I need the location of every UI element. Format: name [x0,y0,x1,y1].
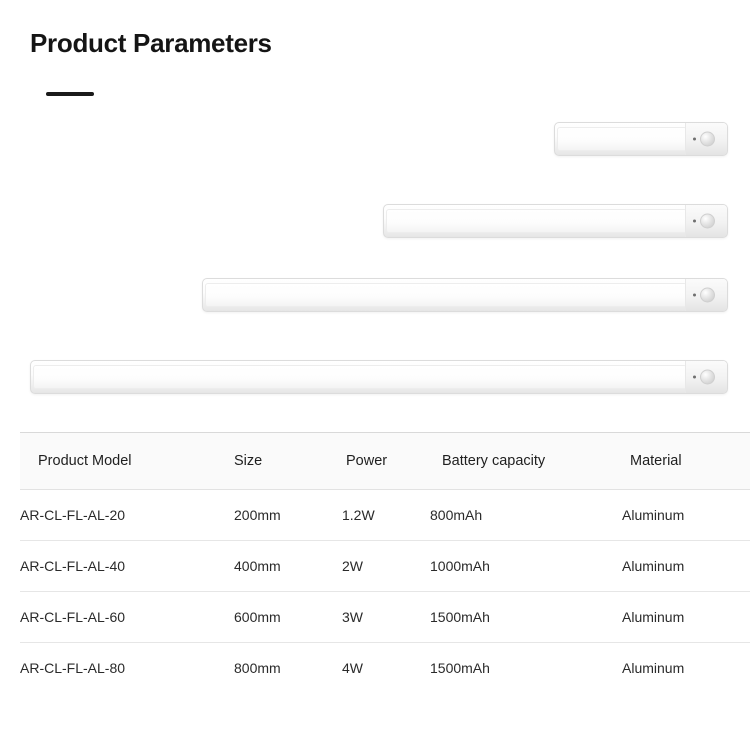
title-underline-divider [46,92,94,96]
column-header-size: Size [234,433,342,490]
light-diffuser [33,365,687,389]
column-header-material: Material [622,433,750,490]
cell-material: Aluminum [622,592,750,643]
indicator-dot-icon [693,138,696,141]
cell-product-model: AR-CL-FL-AL-80 [20,660,126,676]
cell-battery: 1500mAh [430,660,490,676]
sensor-dot-icon [700,132,715,147]
cell-size: 600mm [234,592,342,643]
column-header-product-model: Product Model [20,433,234,490]
sensor-dot-icon [700,370,715,385]
cell-battery: 1000mAh [430,541,622,592]
table-row [20,643,750,694]
specifications-table [20,432,750,693]
sensor-dot-icon [700,288,715,303]
product-bar-800mm [30,360,728,394]
cell-size: 800mm [234,660,281,676]
table-row [20,592,750,643]
column-header-battery-capacity: Battery capacity [430,433,622,490]
cell-product-model: AR-CL-FL-AL-40 [20,541,234,592]
page-title: Product Parameters [30,28,272,58]
product-illustration [0,112,750,412]
cell-product-model: AR-CL-FL-AL-20 [20,490,234,541]
product-bar-400mm [383,204,728,238]
cell-size: 400mm [234,541,342,592]
table-header [20,433,750,490]
table-body [20,490,750,694]
column-header-power: Power [342,433,430,490]
product-bar-600mm [202,278,728,312]
indicator-dot-icon [693,294,696,297]
indicator-dot-icon [693,220,696,223]
cell-power: 2W [342,541,430,592]
cell-material: Aluminum [622,660,685,676]
cell-material: Aluminum [622,490,750,541]
product-bar-200mm [554,122,728,156]
light-diffuser [557,127,687,151]
cell-material: Aluminum [622,541,750,592]
light-diffuser [205,283,687,307]
cell-power: 1.2W [342,490,430,541]
table-row [20,541,750,592]
sensor-dot-icon [700,214,715,229]
specifications-table-wrapper [20,432,730,693]
cell-power: 3W [342,592,430,643]
indicator-dot-icon [693,376,696,379]
light-diffuser [386,209,687,233]
cell-battery: 800mAh [430,490,622,541]
cell-battery: 1500mAh [430,592,622,643]
cell-power: 4W [342,660,363,676]
table-row [20,490,750,541]
table-header-row [20,433,750,490]
cell-product-model: AR-CL-FL-AL-60 [20,592,234,643]
cell-size: 200mm [234,490,342,541]
